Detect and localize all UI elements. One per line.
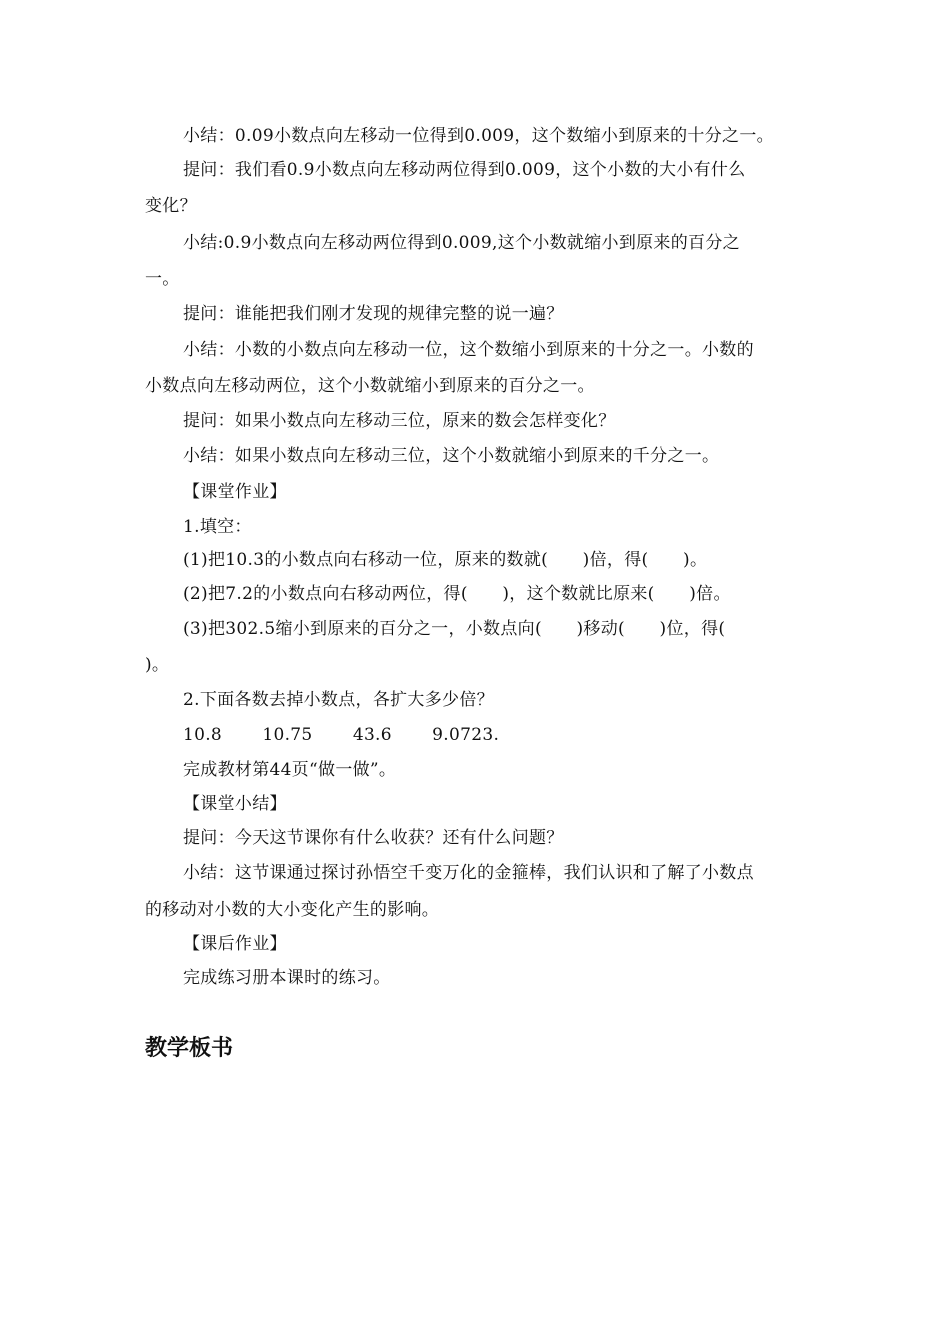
question-line-1-cont: 变化？ bbox=[145, 196, 197, 216]
section-classwork: 【课堂作业】 bbox=[183, 482, 287, 502]
question-line-2: 提问：谁能把我们刚才发现的规律完整的说一遍？ bbox=[183, 304, 564, 324]
question-line-3: 提问：如果小数点向左移动三位，原来的数会怎样变化？ bbox=[183, 411, 616, 431]
exercise-1-item-2: (2)把7.2的小数点向右移动两位，得( )，这个数就比原来( )倍。 bbox=[183, 584, 731, 604]
summary-line-5-cont: 的移动对小数的大小变化产生的影响。 bbox=[145, 900, 440, 920]
section-class-summary: 【课堂小结】 bbox=[183, 794, 287, 814]
summary-line-3: 小结：小数的小数点向左移动一位，这个数缩小到原来的十分之一。小数的 bbox=[183, 340, 754, 360]
summary-line-1: 小结：0.09小数点向左移动一位得到0.009，这个数缩小到原来的十分之一。 bbox=[183, 126, 774, 146]
summary-line-2: 小结:0.9小数点向左移动两位得到0.009,这个小数就缩小到原来的百分之 bbox=[183, 233, 740, 253]
exercise-2-title: 2.下面各数去掉小数点，各扩大多少倍？ bbox=[183, 690, 494, 710]
question-line-1: 提问：我们看0.9小数点向左移动两位得到0.009，这个小数的大小有什么 bbox=[183, 160, 746, 180]
textbook-task: 完成教材第44页“做一做”。 bbox=[183, 760, 397, 780]
section-homework: 【课后作业】 bbox=[183, 934, 287, 954]
exercise-1-title: 1.填空： bbox=[183, 517, 252, 537]
summary-line-2-cont: 一。 bbox=[145, 269, 180, 289]
exercise-2-numbers: 10.8 10.75 43.6 9.0723. bbox=[183, 725, 500, 745]
question-line-4: 提问：今天这节课你有什么收获？还有什么问题？ bbox=[183, 828, 564, 848]
exercise-1-item-1: (1)把10.3的小数点向右移动一位，原来的数就( )倍，得( )。 bbox=[183, 550, 708, 570]
summary-line-3-cont: 小数点向左移动两位，这个小数就缩小到原来的百分之一。 bbox=[145, 376, 595, 396]
homework-text: 完成练习册本课时的练习。 bbox=[183, 968, 391, 988]
exercise-1-item-3: (3)把302.5缩小到原来的百分之一，小数点向( )移动( )位，得( bbox=[183, 619, 726, 639]
summary-line-4: 小结：如果小数点向左移动三位，这个小数就缩小到原来的千分之一。 bbox=[183, 446, 720, 466]
board-writing-heading: 教学板书 bbox=[145, 1036, 234, 1061]
summary-line-5: 小结：这节课通过探讨孙悟空千变万化的金箍棒，我们认识和了解了小数点 bbox=[183, 863, 754, 883]
exercise-1-item-3-cont: )。 bbox=[145, 655, 170, 675]
